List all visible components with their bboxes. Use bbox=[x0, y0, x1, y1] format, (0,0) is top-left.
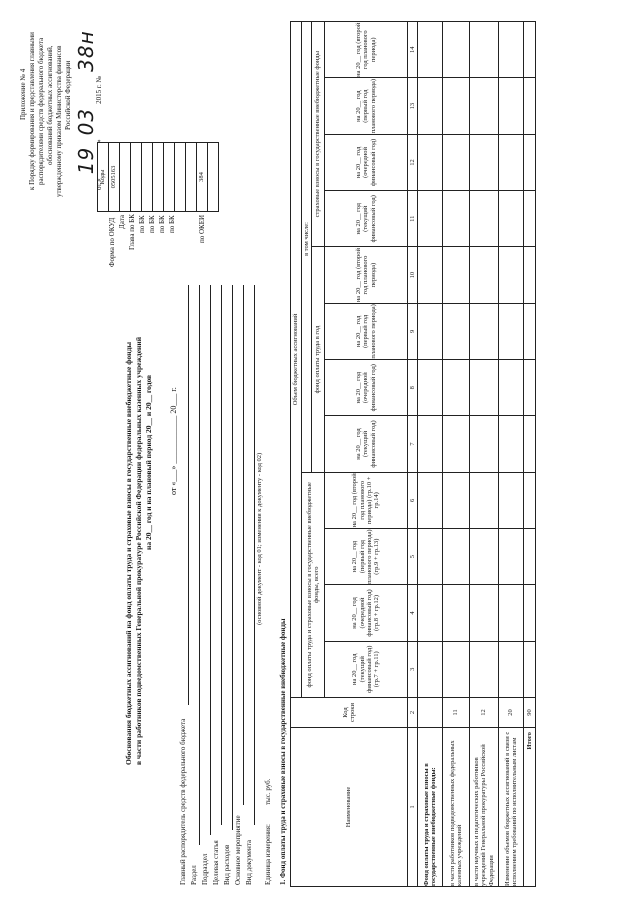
date-day-handwritten: 19 bbox=[74, 146, 98, 175]
table-row bbox=[524, 22, 536, 887]
in-that-number: в том числе: bbox=[302, 22, 312, 473]
row-name-2: в части научных и педагогических работников учреждений Генеральной прокуратуры Российской Федерации bbox=[470, 728, 499, 887]
heading-date-line: от «___» ____________ 20___ г. bbox=[169, 387, 178, 495]
field-vid-rashodov: Вид расходов bbox=[223, 844, 231, 885]
codes-label-okud: Форма по ОКУД bbox=[108, 217, 116, 267]
codes-label-bk-4: по БК bbox=[168, 215, 176, 233]
year-label-12: на 20__ год (очередной финансовый год) bbox=[325, 134, 408, 190]
row-name-3: Изменение объемов бюджетных ассигнований в связи с исполнением требований по исполнительным листам bbox=[499, 728, 524, 887]
col-num-11: 11 bbox=[408, 191, 418, 247]
codes-label-bk-1: по БК bbox=[138, 215, 146, 233]
codes-value-1 bbox=[120, 143, 131, 212]
field-grbs: Главный распорядитель средств федерального бюджета bbox=[179, 718, 187, 885]
heading-line-3: на 20__ год и на плановый период 20__ и 20__ годов bbox=[144, 374, 153, 550]
table-row bbox=[443, 22, 470, 887]
group-fot-vznosy-header: фонд оплаты труда и страховые взносы в государственные внебюджетные фонды, всего bbox=[302, 472, 325, 697]
col-num-5: 5 bbox=[408, 528, 418, 584]
codes-label-date: Дата bbox=[118, 215, 126, 229]
main-table bbox=[290, 21, 536, 887]
row-code-2: 12 bbox=[470, 697, 499, 727]
year-label-8: на 20__ год (очередной финансовый год) bbox=[325, 360, 408, 416]
row-code-total: 90 bbox=[524, 697, 536, 727]
col-num-3: 3 bbox=[408, 641, 418, 697]
codes-header: Коды bbox=[98, 143, 109, 212]
field-celevaya-line bbox=[221, 285, 222, 825]
col-number-row bbox=[408, 22, 418, 887]
field-razdel-line bbox=[199, 285, 200, 845]
codes-value-2 bbox=[131, 143, 142, 212]
section-title: 1. Фонд оплаты труда и страховые взносы в государственные внебюджетные фонды bbox=[279, 618, 287, 885]
year-label-9: на 20__ год (первый год планового периода) bbox=[325, 303, 408, 359]
appendix-line-2: распорядителями средств федерального бюджета bbox=[37, 37, 45, 185]
codes-label-okei: по ОКЕИ bbox=[198, 214, 206, 243]
field-vid-doc: Вид документа bbox=[245, 839, 253, 885]
year-label-5: на 20__ год (первый год планового периода) (гр.9 + гр.13) bbox=[325, 528, 408, 584]
group-vznosy-header: страховые взносы в государственные внебюджетные фонды bbox=[312, 22, 325, 247]
heading-note: (основной документ - код 01; изменения к документу - код 02) bbox=[256, 452, 263, 625]
heading-line-2: в части работников подведомственных Генеральной прокуратуре Российской Федерации федеральных казенных учреждений bbox=[134, 336, 143, 765]
col-num-10: 10 bbox=[408, 247, 418, 303]
col-num-2: 2 bbox=[408, 697, 418, 727]
appendix-date: $_{от «}$ 19 $_»$ 03 $_{2015 г. №}$ 38н bbox=[74, 30, 103, 190]
field-vid-doc-line bbox=[254, 285, 255, 825]
appendix-line-5: Российской Федерации bbox=[64, 60, 72, 130]
row-name-1: в части работников подведомственных федеральных казенных учреждений bbox=[443, 728, 470, 887]
col-num-9: 9 bbox=[408, 303, 418, 359]
codes-value-8: 384 bbox=[197, 143, 208, 212]
table-row bbox=[418, 22, 443, 887]
col-code-header: Код строки bbox=[291, 697, 408, 727]
codes-value-3 bbox=[142, 143, 153, 212]
field-podrazdel: Подраздел bbox=[201, 853, 209, 885]
codes-value-6 bbox=[175, 143, 186, 212]
row-name-0: Фонд оплаты труда и страховые взносы в государственные внебюджетные фонды: bbox=[418, 728, 443, 887]
row-code-1: 11 bbox=[443, 697, 470, 727]
field-razdel: Раздел bbox=[190, 865, 198, 885]
codes-value-0: 0505163 bbox=[109, 143, 120, 212]
number-handwritten: 38н bbox=[74, 30, 98, 72]
col-num-1: 1 bbox=[408, 728, 418, 887]
col-num-14: 14 bbox=[408, 22, 418, 78]
unit-label: Единица измерения: bbox=[264, 824, 272, 885]
year-label-7: на 20__ год (текущий финансовый год) bbox=[325, 416, 408, 472]
appendix-line-3: обоснований бюджетных ассигнований, bbox=[46, 45, 54, 165]
appendix-line-1: к Порядку формирования и представления главными bbox=[28, 32, 36, 190]
codes-label-bk-3: по БК bbox=[158, 215, 166, 233]
col-name-header: Наименование bbox=[291, 728, 408, 887]
table-row bbox=[499, 22, 524, 887]
appendix-line-4: утвержденному приказом Министерства финансов bbox=[55, 45, 63, 197]
date-month-handwritten: 03 bbox=[74, 107, 98, 136]
codes-value-4 bbox=[153, 143, 164, 212]
year-label-14: на 20__ год (второй год планового периода) bbox=[325, 22, 408, 78]
unit-value: тыс. руб. bbox=[264, 778, 272, 805]
row-code-3: 20 bbox=[499, 697, 524, 727]
codes-value-9 bbox=[208, 143, 219, 212]
group-total-header: Объем бюджетных ассигнований bbox=[291, 22, 302, 698]
col-num-7: 7 bbox=[408, 416, 418, 472]
field-podrazdel-line bbox=[210, 285, 211, 835]
codes-label-glava: Глава по БК bbox=[128, 214, 136, 250]
col-num-12: 12 bbox=[408, 134, 418, 190]
field-osnovnoe-line bbox=[243, 285, 244, 805]
codes-value-7 bbox=[186, 143, 197, 212]
field-celevaya: Целевая статья bbox=[212, 840, 220, 885]
group-fot-header: фонд оплаты труда в год bbox=[312, 247, 325, 472]
year-label-6: на 20__ год (второй год планового периода) (гр.10 + гр.14) bbox=[325, 472, 408, 528]
year-label-10: на 20__ год (второй год планового периода) bbox=[325, 247, 408, 303]
heading-line-1: Обоснования бюджетных ассигнований на фонд оплаты труда и страховые взносы в государственные внебюджетные фонды bbox=[124, 341, 133, 765]
year-label-13: на 20__ год (первый год планового периода) bbox=[325, 78, 408, 134]
row-code-0 bbox=[418, 697, 443, 727]
col-num-13: 13 bbox=[408, 78, 418, 134]
codes-box bbox=[97, 142, 219, 212]
year-label-4: на 20__ год (очередной финансовый год) (гр.8 + гр.12) bbox=[325, 585, 408, 641]
codes-table bbox=[97, 142, 219, 212]
field-grbs-line bbox=[188, 285, 189, 705]
field-osnovnoe: Основное мероприятие bbox=[234, 815, 242, 885]
appendix-title: Приложение № 4 bbox=[19, 68, 27, 120]
codes-value-5 bbox=[164, 143, 175, 212]
codes-label-bk-2: по БК bbox=[148, 215, 156, 233]
year-label-3: на 20__ год (текущий финансовый год) (гр.7 + гр.11) bbox=[325, 641, 408, 697]
col-num-4: 4 bbox=[408, 585, 418, 641]
col-num-6: 6 bbox=[408, 472, 418, 528]
row-name-total: Итого bbox=[524, 728, 536, 887]
col-num-8: 8 bbox=[408, 360, 418, 416]
year-label-11: на 20__ год (текущий финансовый год) bbox=[325, 191, 408, 247]
field-vid-rashodov-line bbox=[232, 285, 233, 830]
table-row bbox=[470, 22, 499, 887]
